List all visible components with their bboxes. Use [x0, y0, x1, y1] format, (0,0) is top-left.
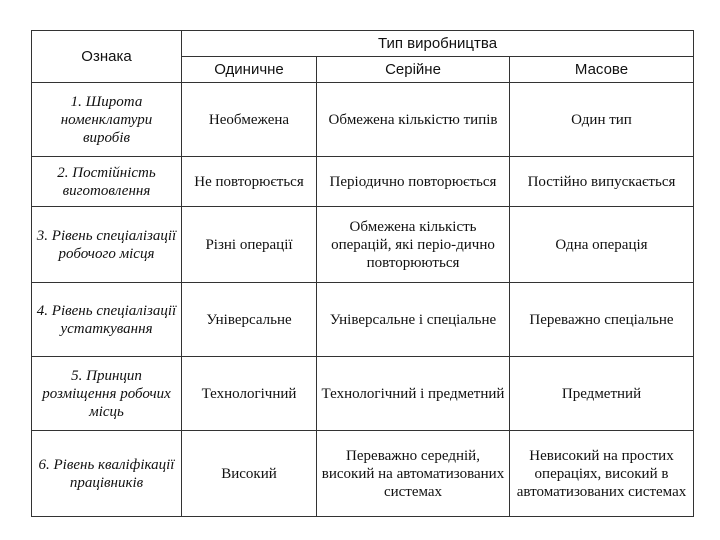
table-row — [32, 157, 694, 207]
column-header-mass: Масове — [510, 57, 694, 83]
criterion-cell: 2. Постійність виготовлення — [32, 157, 182, 207]
single-cell: Високий — [182, 431, 317, 517]
single-cell: Різні операції — [182, 207, 317, 283]
mass-cell: Одна операція — [510, 207, 694, 283]
criterion-cell: 3. Рівень спеціалізації робочого місця — [32, 207, 182, 283]
serial-cell: Технологічний і предметний — [317, 357, 510, 431]
criterion-header: Ознака — [32, 31, 182, 83]
criterion-cell: 4. Рівень спеціалізації устаткування — [32, 283, 182, 357]
mass-cell: Переважно спеціальне — [510, 283, 694, 357]
single-cell: Необмежена — [182, 83, 317, 157]
serial-cell: Обмежена кількість операцій, які періо-дично повторюються — [317, 207, 510, 283]
criterion-cell: 1. Широта номенклатури виробів — [32, 83, 182, 157]
mass-cell: Предметний — [510, 357, 694, 431]
single-cell: Не повторюється — [182, 157, 317, 207]
mass-cell: Невисокий на простих операціях, високий в автоматизованих системах — [510, 431, 694, 517]
mass-cell: Один тип — [510, 83, 694, 157]
production-type-group-header: Тип виробництва — [182, 31, 694, 57]
table-row — [32, 83, 694, 157]
serial-cell: Періодично повторюється — [317, 157, 510, 207]
serial-cell: Переважно середній, високий на автоматизованих системах — [317, 431, 510, 517]
production-types-table — [31, 30, 694, 517]
single-cell: Універсальне — [182, 283, 317, 357]
mass-cell: Постійно випускається — [510, 157, 694, 207]
column-header-single: Одиничне — [182, 57, 317, 83]
table-row — [32, 207, 694, 283]
table-row — [32, 431, 694, 517]
serial-cell: Універсальне і спеціальне — [317, 283, 510, 357]
column-header-serial: Серійне — [317, 57, 510, 83]
header-row-group — [32, 31, 694, 57]
table-row — [32, 357, 694, 431]
single-cell: Технологічний — [182, 357, 317, 431]
criterion-cell: 6. Рівень кваліфікації працівників — [32, 431, 182, 517]
table-row — [32, 283, 694, 357]
serial-cell: Обмежена кількістю типів — [317, 83, 510, 157]
criterion-cell: 5. Принцип розміщення робочих місць — [32, 357, 182, 431]
